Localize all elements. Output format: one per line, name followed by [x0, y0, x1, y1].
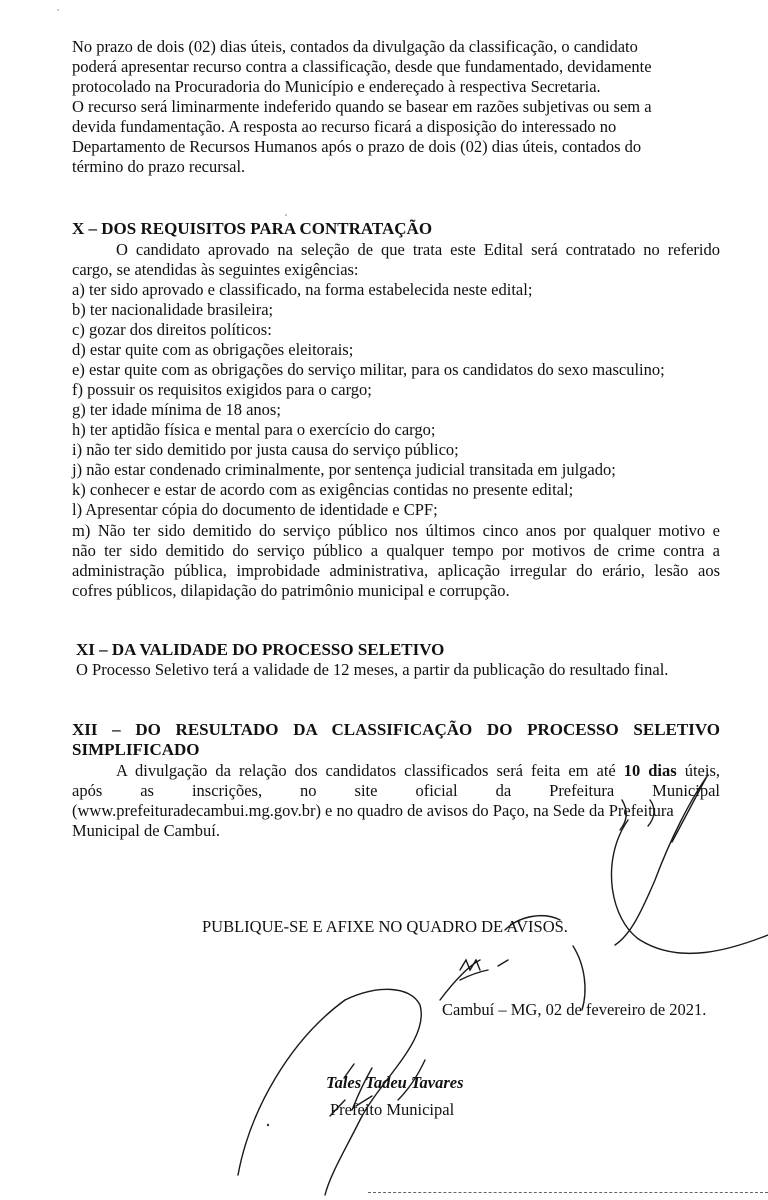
recurso-line: protocolado na Procuradoria do Município e endereçado à respectiva Secretaria. — [72, 77, 601, 96]
list-item-m: m) Não ter sido demitido do serviço público nos últimos cinco anos por qualquer motivo e — [72, 521, 720, 540]
list-item: c) gozar dos direitos políticos: — [72, 320, 272, 339]
place-date: Cambuí – MG, 02 de fevereiro de 2021. — [442, 1000, 707, 1019]
recurso-line: devida fundamentação. A resposta ao recurso ficará a disposição do interessado no — [72, 117, 617, 136]
section-xii-text: úteis, — [676, 761, 721, 780]
list-item: i) não ter sido demitido por justa causa do serviço público; — [72, 440, 459, 459]
recurso-line: poderá apresentar recurso contra a classificação, desde que fundamentado, devidamente — [72, 57, 652, 76]
section-xii-text: A divulgação da relação dos candidatos classificados será feita em até — [116, 761, 624, 780]
section-xii-bold: 10 dias — [623, 761, 677, 780]
section-xi-heading: XI – DA VALIDADE DO PROCESSO SELETIVO — [76, 640, 445, 659]
recurso-line: No prazo de dois (02) dias úteis, contados da divulgação da classificação, o candidato — [72, 37, 638, 56]
section-xii-line: Municipal de Cambuí. — [72, 821, 221, 840]
section-xii-heading: XII – DO RESULTADO DA CLASSIFICAÇÃO DO PROCESSO SELETIVO — [72, 720, 720, 739]
signer-role: Prefeito Municipal — [330, 1100, 455, 1119]
section-x-intro: cargo, se atendidas às seguintes exigências: — [72, 260, 359, 279]
recurso-line: O recurso será liminarmente indeferido quando se basear em razões subjetivas ou sem a — [72, 97, 652, 116]
list-item: b) ter nacionalidade brasileira; — [72, 300, 274, 319]
section-x-intro: O candidato aprovado na seleção de que trata este Edital será contratado no referido — [116, 240, 720, 259]
list-item: d) estar quite com as obrigações eleitorais; — [72, 340, 354, 359]
list-item-m: cofres públicos, dilapidação do patrimônio municipal e corrupção. — [72, 581, 510, 600]
page-bottom-rule — [368, 1192, 768, 1193]
list-item: e) estar quite com as obrigações do serviço militar, para os candidatos do sexo masculino; — [72, 360, 665, 379]
section-xii-line: após as inscrições, no site oficial da Prefeitura Municipal — [72, 781, 720, 800]
list-item-m: administração pública, improbidade administrativa, aplicação irregular do erário, lesão aos — [72, 561, 720, 580]
recurso-line: término do prazo recursal. — [72, 157, 246, 176]
list-item: l) Apresentar cópia do documento de identidade e CPF; — [72, 500, 438, 519]
list-item: j) não estar condenado criminalmente, por sentença judicial transitada em julgado; — [72, 460, 616, 479]
section-xii-line: (www.prefeituradecambui.mg.gov.br) e no quadro de avisos do Paço, na Sede da Prefeitura — [72, 801, 674, 820]
section-x-heading: X – DOS REQUISITOS PARA CONTRATAÇÃO — [72, 219, 433, 238]
publique-notice: PUBLIQUE-SE E AFIXE NO QUADRO DE AVISOS. — [202, 917, 568, 936]
list-item: a) ter sido aprovado e classificado, na forma estabelecida neste edital; — [72, 280, 533, 299]
signer-name: Tales Tadeu Tavares — [326, 1073, 464, 1092]
list-item: h) ter aptidão física e mental para o exercício do cargo; — [72, 420, 436, 439]
list-item: g) ter idade mínima de 18 anos; — [72, 400, 281, 419]
recurso-line: Departamento de Recursos Humanos após o prazo de dois (02) dias úteis, contados do — [72, 137, 642, 156]
section-xii-line — [72, 761, 720, 781]
list-item: k) conhecer e estar de acordo com as exigências contidas no presente edital; — [72, 480, 574, 499]
section-xii-heading: SIMPLIFICADO — [72, 740, 200, 759]
list-item: f) possuir os requisitos exigidos para o cargo; — [72, 380, 372, 399]
section-xi-text: O Processo Seletivo terá a validade de 12 meses, a partir da publicação do resultado final. — [76, 660, 669, 679]
list-item-m: não ter sido demitido do serviço público a qualquer tempo por motivos de crime contra a — [72, 541, 720, 560]
